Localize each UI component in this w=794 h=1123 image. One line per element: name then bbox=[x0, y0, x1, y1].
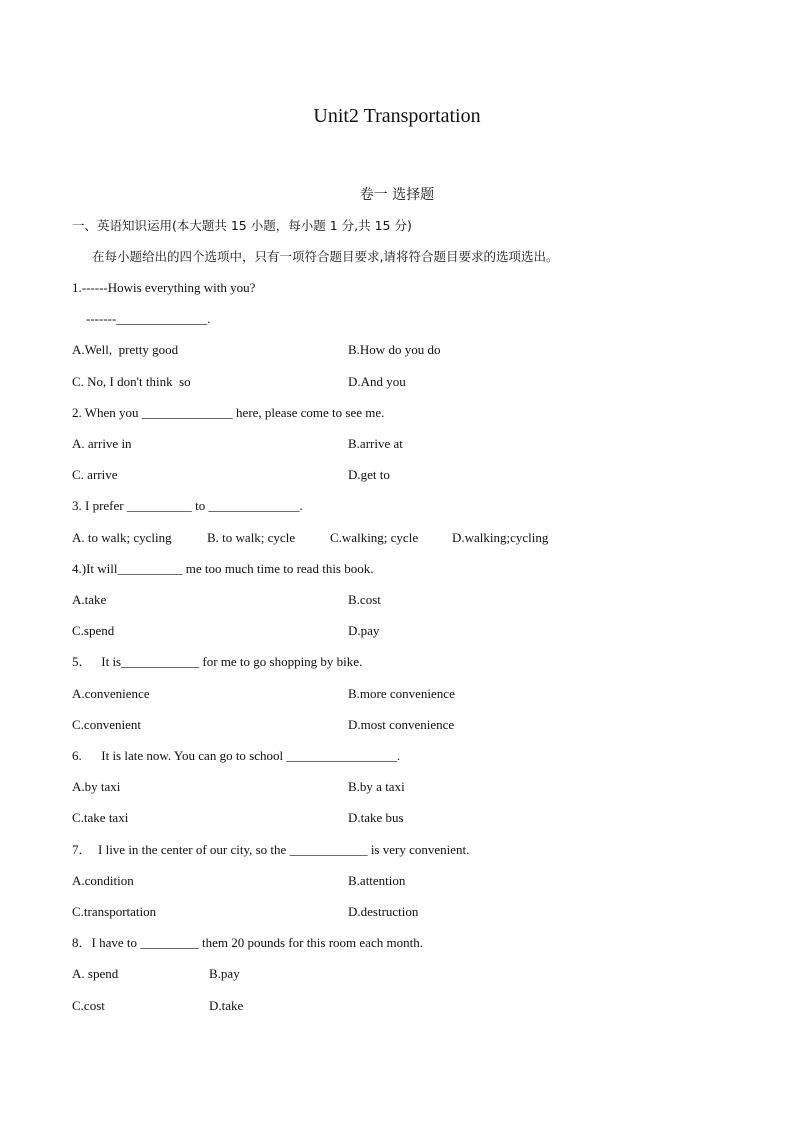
question-4-option-d[interactable]: D.pay bbox=[348, 623, 380, 638]
question-2-option-a[interactable]: A. arrive in bbox=[72, 436, 132, 451]
question-4-stem: 4.)It will__________ me too much time to read this book. bbox=[72, 561, 374, 576]
question-3-option-b[interactable]: B. to walk; cycle bbox=[207, 530, 296, 545]
question-2-option-d[interactable]: D.get to bbox=[348, 467, 390, 482]
instruction-text: 在每小题给出的四个选项中，只有一项符合题目要求,请将符合题目要求的选项选出。 bbox=[92, 249, 559, 264]
question-7-stem: 7． I live in the center of our city, so the ____________ is very convenient. bbox=[72, 842, 470, 857]
question-7-option-a[interactable]: A.condition bbox=[72, 873, 134, 888]
question-8-option-c[interactable]: C.cost bbox=[72, 998, 105, 1013]
question-4-option-a[interactable]: A.take bbox=[72, 592, 107, 607]
question-2-stem: 2. When you ______________ here, please come to see me. bbox=[72, 405, 385, 420]
question-2-option-b[interactable]: B.arrive at bbox=[348, 436, 403, 451]
question-2-option-c[interactable]: C. arrive bbox=[72, 467, 118, 482]
question-8-stem: 8．I have to _________ them 20 pounds for this room each month. bbox=[72, 935, 423, 950]
question-3-option-d[interactable]: D.walking;cycling bbox=[452, 530, 549, 545]
question-4-option-c[interactable]: C.spend bbox=[72, 623, 115, 638]
question-3-option-c[interactable]: C.walking; cycle bbox=[330, 530, 419, 545]
question-1-answer-line: -------______________. bbox=[86, 311, 211, 326]
question-8-option-d[interactable]: D.take bbox=[209, 998, 244, 1013]
page-title: Unit2 Transportation bbox=[313, 105, 481, 127]
question-5-stem: 5． It is____________ for me to go shopping by bike. bbox=[72, 654, 363, 669]
question-8-option-a[interactable]: A. spend bbox=[72, 966, 119, 981]
question-5-option-d[interactable]: D.most convenience bbox=[348, 717, 455, 732]
question-5-option-a[interactable]: A.convenience bbox=[72, 686, 150, 701]
question-1-stem: 1.------Howis everything with you? bbox=[72, 280, 256, 295]
question-6-option-d[interactable]: D.take bus bbox=[348, 810, 404, 825]
question-6-stem: 6. It is late now. You can go to school _________________. bbox=[72, 748, 401, 763]
question-3-stem: 3. I prefer __________ to ______________. bbox=[72, 498, 303, 513]
question-7-option-d[interactable]: D.destruction bbox=[348, 904, 419, 919]
question-1-option-b[interactable]: B.How do you do bbox=[348, 342, 441, 357]
question-1-option-a[interactable]: A.Well, pretty good bbox=[72, 342, 179, 357]
question-6-option-c[interactable]: C.take taxi bbox=[72, 810, 129, 825]
question-6-option-a[interactable]: A.by taxi bbox=[72, 779, 121, 794]
question-7-option-b[interactable]: B.attention bbox=[348, 873, 406, 888]
question-5-option-b[interactable]: B.more convenience bbox=[348, 686, 455, 701]
question-4-option-b[interactable]: B.cost bbox=[348, 592, 381, 607]
question-3-option-a[interactable]: A. to walk; cycling bbox=[72, 530, 172, 545]
question-8-option-b[interactable]: B.pay bbox=[209, 966, 240, 981]
question-6-option-b[interactable]: B.by a taxi bbox=[348, 779, 405, 794]
volume-heading: 卷一 选择题 bbox=[359, 187, 435, 203]
question-7-option-c[interactable]: C.transportation bbox=[72, 904, 157, 919]
question-5-option-c[interactable]: C.convenient bbox=[72, 717, 141, 732]
question-1-option-c[interactable]: C. No, I don't think so bbox=[72, 374, 191, 389]
section-heading: 一、英语知识运用(本大题共 15 小题，每小题 1 分,共 15 分) bbox=[72, 218, 412, 233]
question-1-option-d[interactable]: D.And you bbox=[348, 374, 406, 389]
